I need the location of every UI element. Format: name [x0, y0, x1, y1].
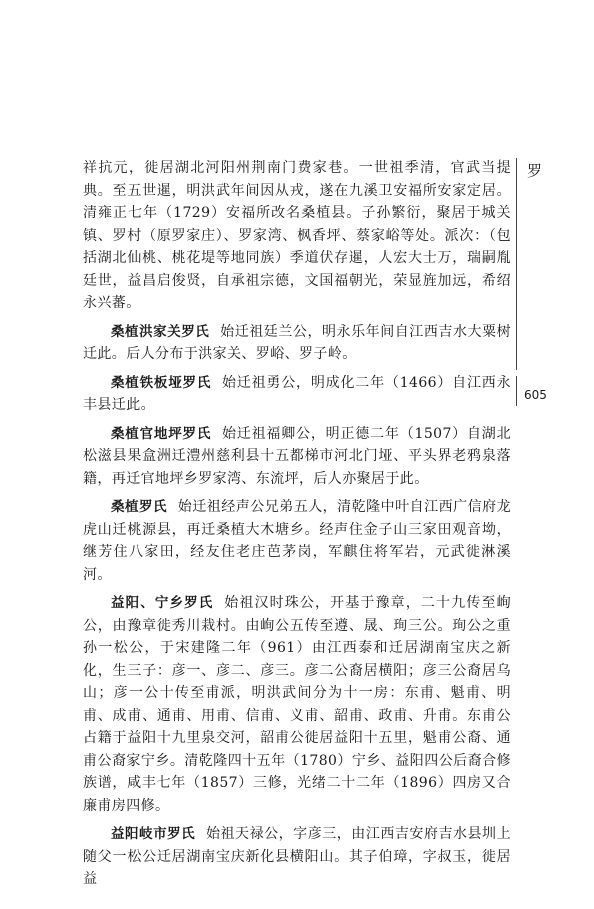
page-number: 605 — [524, 388, 547, 402]
clan-heading: 桑植官地坪罗氏 — [111, 425, 212, 442]
paragraph-guandiping — [83, 423, 511, 491]
clan-heading: 益阳岐市罗氏 — [111, 826, 196, 842]
paragraph-text: 始迁祖廷兰公，明永乐年间自江西吉水大粟树迁此。后人分布于洪家关、罗峪、罗子岭。 — [83, 323, 511, 362]
paragraph-yiyang-ningxiang — [83, 592, 511, 817]
paragraph-tiebanya — [83, 372, 511, 417]
clan-heading: 桑植洪家关罗氏 — [111, 323, 210, 340]
paragraph-text: 始迁祖福卿公，明正德二年（1507）自湖北松滋县果盒洲迁澧州慈利县十五都梯市河北门垭、平头界老鸦泉落籍，再迁官地坪乡罗家湾、东流坪，后人亦聚居于此。 — [83, 425, 511, 487]
paragraph-text: 祥抗元，徙居湖北河阳州荆南门费家巷。一世祖季清，官武当提典。至五世暹，明洪武年间因从戎，遂在九溪卫安福所安家定居。清雍正七年（1729）安福所改名桑植县。子孙繁衍，聚居于城关镇、罗村（原罗家庄）、罗家湾、枫香坪、蔡家峪等处。派次：（包括湖北仙桃、桃花堤等地同族）季道伏存暹，人宏大士万，瑞嗣胤廷世，益昌启俊贤，自承祖宗德，文国福朝光，荣显旌加远，希绍永兴蕃。 — [83, 160, 511, 311]
side-header-char: 罗 — [527, 162, 543, 180]
paragraph-text: 始迁祖经声公兄弟五人，清乾隆中叶自江西广信府龙虎山迁桃源县，再迁桑植大木塘乡。经声住金子山三家田观音坳，继芳住八家田，经友住老庄芭茅岗，军麒住将军岩，元武徙淋溪河。 — [83, 499, 511, 583]
paragraph-continued — [83, 157, 511, 315]
paragraph-yiyang-qishi — [83, 823, 511, 891]
clan-heading: 益阳、宁乡罗氏 — [111, 595, 214, 611]
body-text — [83, 157, 511, 897]
margin-rule-top — [516, 158, 517, 370]
paragraph-text: 始祖天禄公，字彦三，由江西吉安府吉水县圳上随父一松公迁居湖南宝庆新化县横阳山。其子伯璋，字叔玉，徙居益 — [83, 826, 511, 887]
paragraph-text: 始祖汉时珠公，开基于豫章，二十九传至峋公，由豫章徙秀川栽村。由峋公五传至遵、晟、珣三公。珣公之重孙一松公，于宋建隆二年（961）由江西泰和迁居湖南宝庆之新化，生三子：彦一、彦二、彦三。彦二公裔居横阳；彦三公裔居乌山；彦一公十传至甫派，明洪武间分为十一房：东甫、魁甫、明甫、成甫、通甫、用甫、信甫、义甫、韶甫、政甫、升甫。东甫公占籍于益阳十九里泉交河，韶甫公徙居益阳十五里，魁甫公裔、通甫公裔家宁乡。清乾隆四十五年（1780）宁乡、益阳四公后裔合修族谱，咸丰七年（1857）三修，光绪二十二年（1896）四房又合廉甫房四修。 — [83, 595, 511, 814]
margin-rule-bottom — [516, 376, 517, 406]
clan-heading: 桑植铁板垭罗氏 — [111, 374, 212, 391]
paragraph-text: 始迁祖勇公，明成化二年（1466）自江西永丰县迁此。 — [83, 374, 511, 413]
clan-heading: 桑植罗氏 — [111, 499, 167, 515]
paragraph-hongjiaguan — [83, 321, 511, 366]
paragraph-sangzhi — [83, 496, 511, 586]
